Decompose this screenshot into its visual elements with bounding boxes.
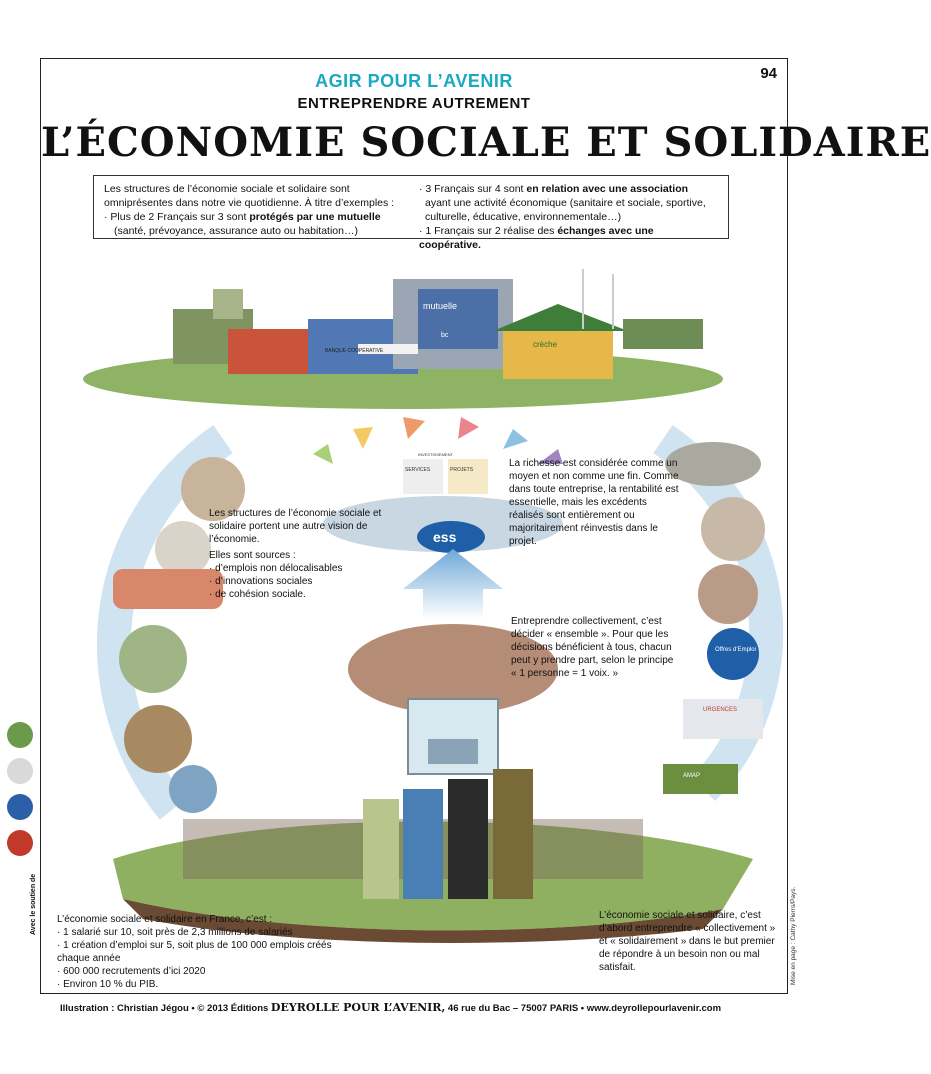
partner-logo <box>7 830 33 856</box>
creche-sign: crèche <box>533 340 558 349</box>
list-item: · d’emplois non délocalisables <box>209 563 343 574</box>
partner-logos <box>4 722 36 856</box>
intro-box <box>93 175 729 251</box>
side-credit: Avec le soutien de <box>30 873 37 935</box>
ess-illustration <box>63 249 767 939</box>
intro-left-line1: Les structures de l’économie sociale et solidaire sont <box>104 183 350 195</box>
caption-collectif: Entreprendre collectivement, c’est décider « ensemble ». Pour que les décisions bénéficient à tous, chacun peut y prendre part, selon le principe « 1 personne = 1 voix. » <box>511 616 674 679</box>
footer <box>60 1001 780 1014</box>
list-item: · 1 salarié sur 10, soit près de 2,3 millions de salariés <box>57 927 293 938</box>
caption-richesse: La richesse est considérée comme un moyen et non comme une fin. Comme dans toute entreprise, la rentabilité est essentielle, mais les excédents réalisés sont entièrement ou majoritairement réinvestis dans le projet. <box>509 458 679 547</box>
caption-chiffres-intro: L’économie sociale et solidaire en France, c’est : <box>57 914 273 925</box>
page-number: 94 <box>760 65 777 82</box>
list-item: · de cohésion sociale. <box>209 589 306 600</box>
partner-logo <box>7 758 33 784</box>
mutuelle-sign: mutuelle <box>423 301 458 311</box>
intro-right-line4: · 1 Français sur 2 réalise des échanges avec une coopérative. <box>419 225 654 251</box>
list-item: · Environ 10 % du PIB. <box>57 979 159 990</box>
footer-address: 46 rue du Bac – 75007 PARIS • www.deyrollepourlavenir.com <box>445 1003 722 1014</box>
list-item: · 600 000 recrutements d’ici 2020 <box>57 966 206 977</box>
partner-logo <box>7 722 33 748</box>
bc-sign: bc <box>441 332 449 339</box>
urgences-sign: URGENCES <box>703 707 738 713</box>
projets-sign: PROJETS <box>450 467 474 473</box>
kicker: AGIR POUR L’AVENIR <box>315 71 513 91</box>
intro-right-line3: culturelle, éducative, environnementale…) <box>425 211 622 223</box>
amap-sign: AMAP <box>683 773 701 779</box>
intro-right <box>419 182 718 251</box>
caption-structures-list <box>209 562 389 601</box>
intro-left <box>104 182 403 237</box>
caption-structures-p1: Les structures de l’économie sociale et solidaire portent une autre vision de l’économie. <box>209 508 382 545</box>
top-buildings <box>83 269 723 409</box>
intro-left-line3: · Plus de 2 Français sur 3 sont protégés par une mutuelle <box>104 211 381 223</box>
services-sign: SERVICES <box>405 467 431 473</box>
footer-credit: Illustration : Christian Jégou • © 2013 Éditions <box>60 1003 271 1014</box>
caption-definition: L’économie sociale et solidaire, c’est d’abord entreprendre « collectivement » et « solidairement » dans le but premier de répondre à un besoin non ou mal satisfait. <box>599 910 776 973</box>
caption-chiffres <box>57 913 357 991</box>
partner-logo <box>7 794 33 820</box>
subtitle: ENTREPRENDRE AUTREMENT <box>297 95 531 112</box>
list-item: · d’innovations sociales <box>209 576 313 587</box>
layout-credit: Mise en page : Cathy Pierrs/Pays. <box>790 886 797 985</box>
intro-left-line2: omniprésentes dans notre vie quotidienne. À titre d’exemples : <box>104 197 395 209</box>
intro-right-line2: ayant une activité économique (sanitaire et sociale, sportive, <box>425 197 706 209</box>
central-arrow <box>403 549 503 619</box>
offres-sign: Offres d’Emploi <box>715 647 756 653</box>
page-title: L’ÉCONOMIE SOCIALE ET SOLIDAIRE <box>41 119 931 166</box>
list-item: · 1 création d’emploi sur 5, soit plus de 100 000 emplois créés chaque année <box>57 940 332 964</box>
caption-structures-p2: Elles sont sources : <box>209 550 296 561</box>
footer-publisher: DEYROLLE POUR L’AVENIR, <box>270 1001 446 1014</box>
caption-structures <box>209 507 389 601</box>
investissement-sign: INVESTISSEMENT <box>418 452 453 457</box>
banque-sign: BANQUE COOPÉRATIVE <box>325 348 384 354</box>
ess-logo: ess <box>433 529 457 545</box>
intro-left-line4: (santé, prévoyance, assurance auto ou habitation…) <box>114 225 358 237</box>
caption-chiffres-list <box>57 926 357 991</box>
intro-right-line1: · 3 Français sur 4 sont en relation avec une association <box>419 183 689 195</box>
